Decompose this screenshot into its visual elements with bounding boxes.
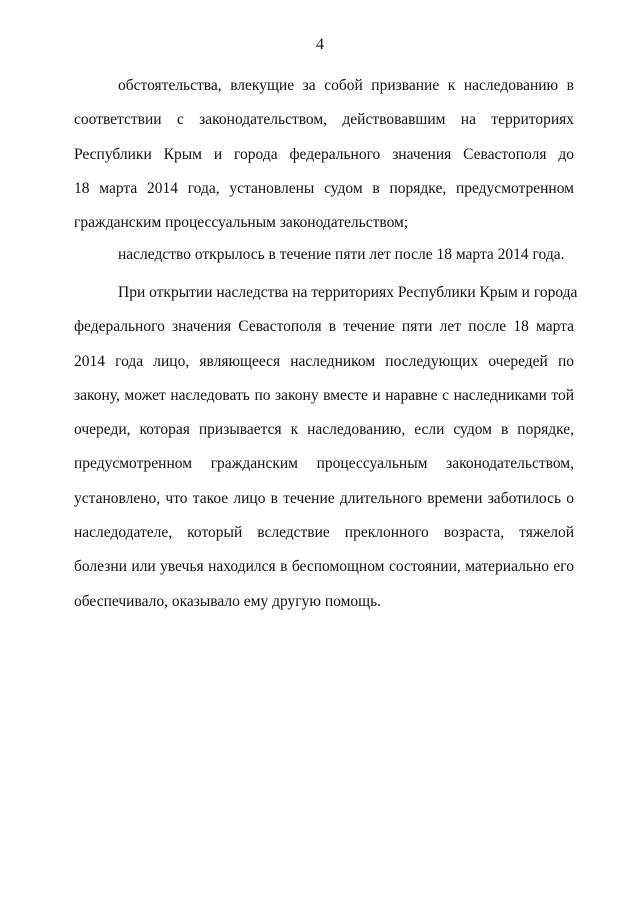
text-line: Республики Крым и города федерального значения Севастополя до bbox=[74, 145, 574, 163]
text-line: соответствии с законодательством, действовавшим на территориях bbox=[74, 111, 574, 129]
text-line: болезни или увечья находился в беспомощном состоянии, материально его bbox=[74, 558, 574, 576]
text-line: обстоятельства, влекущие за собой призвание к наследованию в bbox=[118, 77, 574, 94]
text-line: наследодателе, который вследствие преклонного возраста, тяжелой bbox=[74, 524, 574, 542]
text-line: гражданским процессуальным законодательством; bbox=[74, 214, 409, 232]
text-line: закону, может наследовать по закону вместе и наравне с наследниками той bbox=[74, 386, 574, 404]
text-line: обеспечивало, оказывало ему другую помощь. bbox=[74, 592, 382, 610]
paragraph-heirs-rule bbox=[74, 276, 578, 619]
paragraph-inheritance-opened bbox=[74, 238, 574, 272]
text-line: 2014 года лицо, являющееся наследником последующих очередей по bbox=[74, 352, 574, 370]
text-line: наследство открылось в течение пяти лет после 18 марта 2014 года. bbox=[118, 246, 565, 263]
text-line: очереди, которая призывается к наследованию, если судом в порядке, bbox=[74, 421, 574, 439]
text-line: предусмотренном гражданским процессуальным законодательством, bbox=[74, 455, 574, 473]
text-line: 18 марта 2014 года, установлены судом в порядке, предусмотренном bbox=[74, 179, 574, 197]
page-number: 4 bbox=[316, 36, 324, 53]
text-line: При открытии наследства на территориях Республики Крым и города bbox=[118, 284, 578, 301]
text-line: федерального значения Севастополя в течение пяти лет после 18 марта bbox=[74, 318, 574, 336]
text-line: установлено, что такое лицо в течение длительного времени заботилось о bbox=[74, 489, 574, 507]
paragraph-circumstances bbox=[74, 69, 574, 240]
